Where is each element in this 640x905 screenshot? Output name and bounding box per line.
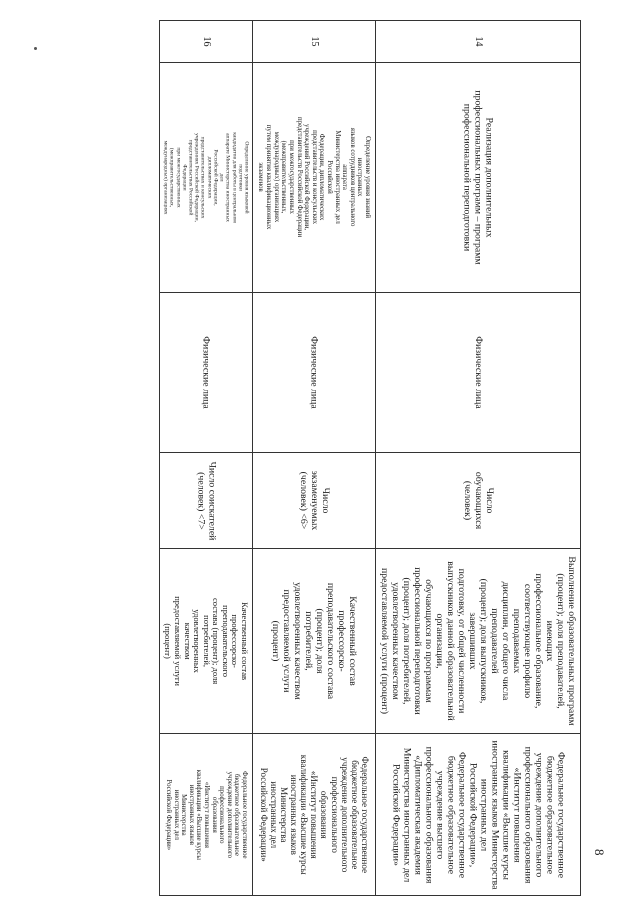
- table-border-bottom: [159, 895, 581, 896]
- quality-indicator: Выполнение образовательных программ (процент); доля преподавателей, имеющих профессиональное образование, соответствующее профилю преподаваемых дисциплин, от общего числа преподавателей (процент); доля выпускников, завершивших подготовку, от общей численности выпускников данной образовательной организации, обучающихся по программам профессиональной переподготовки (процент); доля потребителей, удовлетворенных качеством предоставляемой услуги (процент): [379, 556, 577, 726]
- scan-mark: [34, 47, 37, 50]
- volume-indicator: Число экзаменуемых (человек) <6>: [297, 470, 331, 531]
- volume-indicator-cell: [160, 453, 252, 548]
- consumer-category: Физические лица: [472, 336, 484, 409]
- institution-cell: [376, 734, 580, 895]
- institution-cell: [160, 734, 252, 895]
- quality-indicator-cell: [253, 549, 375, 733]
- service-name: Реализация дополнительных профессиональных программ – программ профессиональной переподготовки: [461, 90, 495, 265]
- service-name: Определение уровня языковой подготовки кандидатов для работы в центральном аппарате Министерства иностранных дел Российской Федерации, дипломатических представительствах и консульских учреждениях Российской Федерации, представительствах Российской Федерации при межгосударственных (межправительственных, международных) организациях: [162, 132, 250, 223]
- row-number-cell: [253, 21, 375, 62]
- institution-cell: [253, 734, 375, 895]
- row-number-cell: [160, 21, 252, 62]
- consumer-category-cell: [376, 293, 580, 452]
- row-number: 16: [200, 36, 212, 47]
- service-name-cell: [160, 63, 252, 292]
- consumer-category: Физические лица: [308, 336, 320, 409]
- service-name-cell: [253, 63, 375, 292]
- page-number: 8: [592, 849, 607, 856]
- service-name: Определение уровня знаний иностранных языков сотрудников центрального аппарата Министерства иностранных дел Российской Федерации, дипломатических представительств и консульских учреждений Российской Федерации, представительств Российской Федерации при межгосударственных (межправительственных, международных) организациях путем принятия квалификационных экзаменов: [257, 117, 372, 238]
- row-number: 14: [472, 36, 484, 47]
- volume-indicator: Число обучающихся (человек): [461, 471, 495, 530]
- institution-list: Федеральное государственное бюджетное образовательное учреждение дополнительного профессионального образования «Институт повышения квалификации «Высшие курсы иностранных языков Министерства иностранных дел Российской Федерации», Федеральное государственное бюджетное образовательное учреждение высшего профессионального образования «Дипломатическая академия Министерства иностранных дел Российской Федерации»: [390, 739, 566, 890]
- institution-list: Федеральное государственное бюджетное образовательное учреждение дополнительного профессионального образования «Институт повышения квалификации «Высшие курсы иностранных языков Министерства иностранных дел Российской Федерации»: [164, 769, 248, 860]
- quality-indicator: Качественный состав профессорско- преподавательского состава (процент); доля потребителей, удовлетворенных качеством предоставляемой услуги (процент): [270, 582, 358, 700]
- volume-indicator-cell: [376, 453, 580, 548]
- quality-indicator-cell: [376, 549, 580, 733]
- consumer-category: Физические лица: [200, 336, 212, 409]
- service-name-cell: [376, 63, 580, 292]
- row-number-cell: [376, 21, 580, 62]
- quality-indicator-cell: [160, 549, 252, 733]
- consumer-category-cell: [160, 293, 252, 452]
- row-number: 15: [308, 36, 320, 47]
- table-border-right: [580, 20, 581, 896]
- institution-list: Федеральное государственное бюджетное образовательное учреждение дополнительного профессионального образования «Институт повышения квалификации «Высшие курсы иностранных языков Министерства иностранных дел Российской Федерации»: [258, 754, 370, 875]
- quality-indicator: Качественный состав профессорско- преподавательского состава (процент); доля потребителей, удовлетворенных качеством предоставляемой услуги (процент): [163, 596, 251, 686]
- volume-indicator: Число соискателей (человек) <7>: [195, 461, 217, 540]
- volume-indicator-cell: [253, 453, 375, 548]
- consumer-category-cell: [253, 293, 375, 452]
